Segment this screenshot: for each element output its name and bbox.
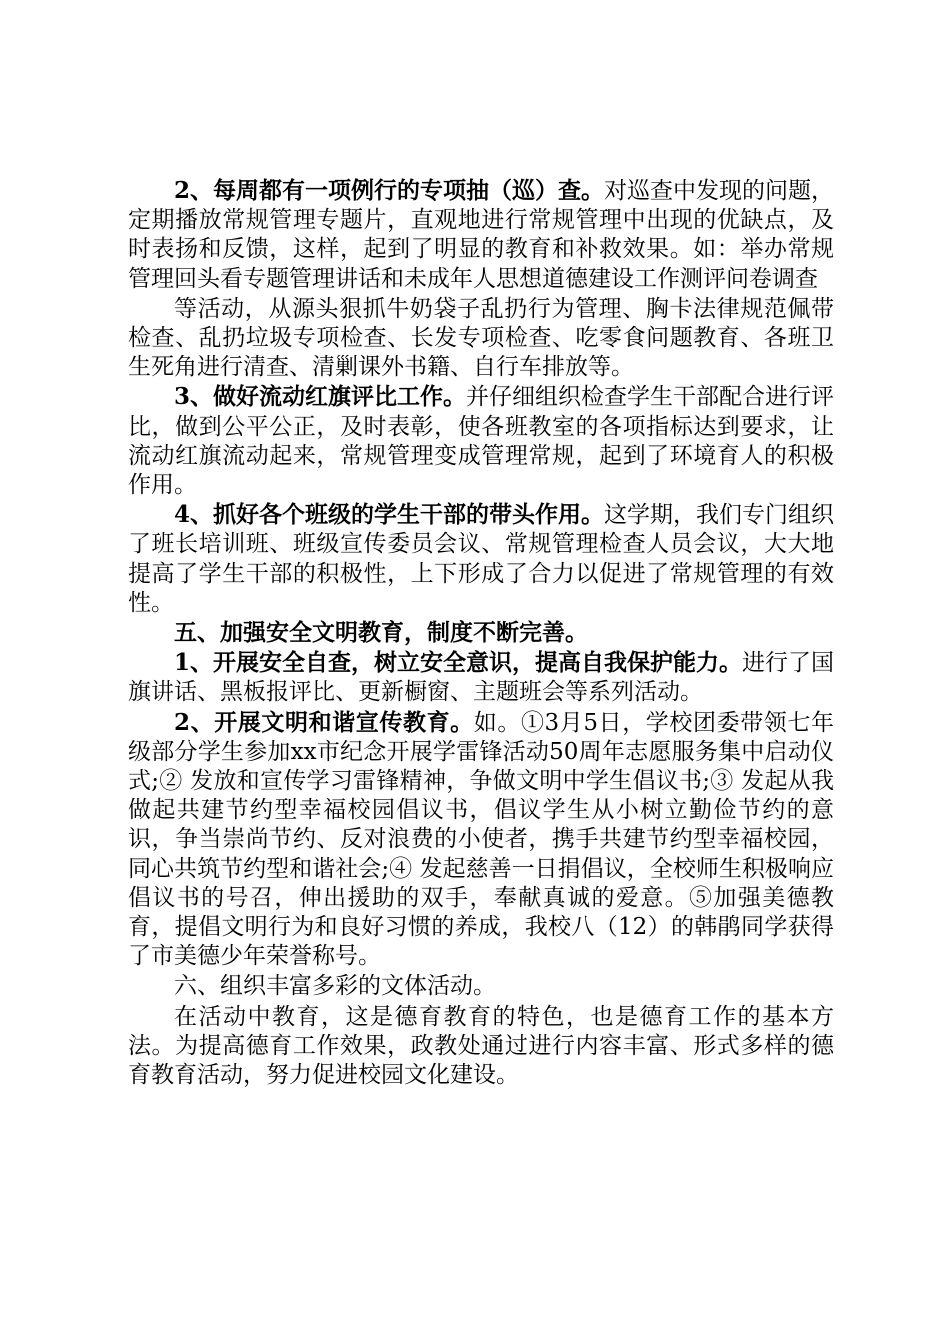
paragraph-heading: 2、开展文明和谐宣传教育。 (174, 708, 474, 736)
paragraph-text: 进行了国旗讲话、黑板报评比、更新橱窗、主题班会等系列活动。 (128, 650, 835, 706)
paragraph-text: 对巡查中发现的问题，定期播放常规管理专题片，直观地进行常规管理中出现的优缺点，及时表扬和反馈，这样，起到了明显的教育和补救效果。如：举办常规管理回头看专题管理讲话和未成年人思想道德建设工作测评问卷调查 (128, 178, 835, 292)
paragraph-text: 并仔细组织检查学生干部配合进行评比，做到公平公正，及时表彰，使各班教室的各项指标达到要求，让流动红旗流动起来，常规管理变成管理常规，起到了环境育人的积极作用。 (128, 384, 835, 499)
paragraph-weekly-inspection (128, 176, 834, 294)
section-heading-activities (128, 971, 834, 1001)
section-heading-safety (128, 618, 834, 648)
paragraph-red-flag (128, 382, 834, 500)
paragraph-heading: 4、抓好各个班级的学生干部的带头作用。 (174, 501, 605, 529)
paragraph-text: 六、组织丰富多彩的文体活动。 (174, 973, 496, 1000)
paragraph-heading: 3、做好流动红旗评比工作。 (174, 383, 467, 411)
document-body (128, 176, 834, 1090)
paragraph-text: 在活动中教育，这是德育教育的特色，也是德育工作的基本方法。为提高德育工作效果，政教处通过进行内容丰富、形式多样的德育教育活动，努力促进校园文化建设。 (128, 1003, 834, 1089)
paragraph-heading: 2、每周都有一项例行的专项抽（巡）查。 (174, 177, 605, 204)
paragraph-activity-education (128, 1002, 834, 1091)
paragraph-activities-list (128, 294, 834, 383)
paragraph-civility-education (128, 708, 834, 972)
paragraph-text: 这学期，我们专门组织了班长培训班、班级宣传委员会议、常规管理检查人员会议，大大地提高了学生干部的积极性，上下形成了合力以促进了常规管理的有效性。 (128, 502, 835, 616)
paragraph-safety-check (128, 648, 834, 707)
paragraph-student-leaders (128, 500, 834, 618)
paragraph-heading: 1、开展安全自查，树立安全意识，提高自我保护能力。 (174, 649, 743, 677)
section-heading: 五、加强安全文明教育，制度不断完善。 (174, 619, 588, 647)
paragraph-text: 等活动，从源头狠抓牛奶袋子乱扔行为管理、胸卡法律规范佩带检查、乱扔垃圾专项检查、长发专项检查、吃零食问题教育、各班卫生死角进行清查、清剿课外书籍、自行车排放等。 (128, 295, 834, 381)
paragraph-text: 如。①3月5日，学校团委带领七年级部分学生参加xx市纪念开展学雷锋活动50周年志愿服务集中启动仪式;② 发放和宣传学习雷锋精神，争做文明中学生倡议书;③ 发起从我做起共建节约型幸福校园倡议书，倡议学生从小树立勤俭节约的意识，争当崇尚节约、反对浪费的小使者，携手共建节约型幸福校园，同心共筑节约型和谐社会;④ 发起慈善一日捐倡议，全校师生积极响应倡议书的号召，伸出援助的双手，奉献真诚的爱意。⑤加强美德教育，提倡文明行为和良好习惯的养成，我校八（12）的韩鹃同学获得了市美德少年荣誉称号。 (128, 709, 834, 970)
